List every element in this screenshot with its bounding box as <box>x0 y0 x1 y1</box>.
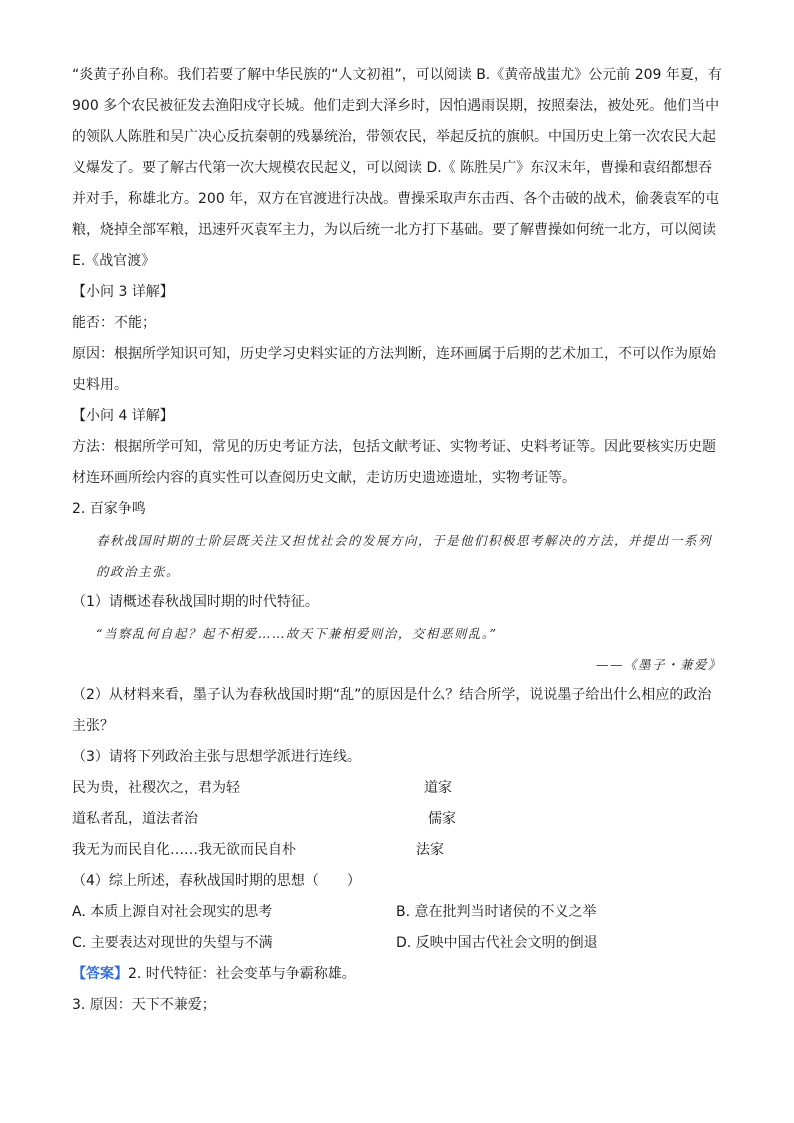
mozi-quote: “当察乱何自起？起不相爱……故天下兼相爱则治，交相恶则乱。” <box>96 626 498 641</box>
option-a: A. 本质上源自对社会现实的思考 <box>72 904 273 920</box>
sub-question-2: （2）从材料来看，墨子认为春秋战国时期“乱”的原因是什么？结合所学，说说墨子给出什么相应的政治主张？ <box>72 687 712 734</box>
answer-text: 2. 时代特征：社会变革与争霸称雄。 <box>128 966 356 982</box>
match-row-3 <box>72 835 722 866</box>
match-left-1: 民为贵，社稷次之，君为轻 <box>72 780 240 796</box>
match-right-2: 儒家 <box>428 811 456 827</box>
answer-label: 【答案】 <box>72 966 128 982</box>
match-right-3: 法家 <box>416 842 444 858</box>
section2-title: 2. 百家争鸣 <box>72 501 146 517</box>
quote-source: ——《墨子・兼爱》 <box>595 657 722 672</box>
option-d: D. 反映中国古代社会文明的倒退 <box>396 935 598 951</box>
answer-3: 3. 原因：天下不兼爱； <box>72 997 216 1013</box>
sub-question-1: （1）请概述春秋战国时期的时代特征。 <box>72 594 319 610</box>
match-right-1: 道家 <box>424 780 452 796</box>
document-content <box>72 60 722 1021</box>
options-row-cd <box>72 928 722 959</box>
match-row-1 <box>72 773 722 804</box>
q4-header: 【小问 4 详解】 <box>72 408 174 424</box>
options-row-ab <box>72 897 722 928</box>
section2-intro: 春秋战国时期的士阶层既关注又担忧社会的发展方向，于是他们积极思考解决的方法，并提出一系列的政治主张。 <box>96 533 713 579</box>
q4-method: 方法：根据所学可知，常见的历史考证方法，包括文献考证、实物考证、史料考证等。因此要核实历史题材连环画所绘内容的真实性可以查阅历史文献，走访历史遗迹遗址，实物考证等。 <box>72 439 716 486</box>
q3-header: 【小问 3 详解】 <box>72 284 174 300</box>
match-left-3: 我无为而民自化……我无欲而民自朴 <box>72 842 296 858</box>
sub-question-4: （4）综上所述，春秋战国时期的思想（ ） <box>72 873 361 889</box>
match-left-2: 道私者乱，道法者治 <box>72 811 198 827</box>
match-row-2 <box>72 804 722 835</box>
paragraph-reading-answers: “炎黄子孙自称。我们若要了解中华民族的“人文初祖”，可以阅读 B.《黄帝战蚩尤》公元前 209 年夏，有 900 多个农民被征发去渔阳戍守长城。他们走到大泽乡时，因怕遇雨误期，按照秦法，被处死。他们当中的领队人陈胜和吴广决心反抗秦朝的残暴统治，带领农民，举起反抗的旗帜。中国历史上第一次农民大起义爆发了。要了解古代第一次大规模农民起义，可以阅读 D.《 陈胜吴广》东汉末年，曹操和袁绍都想吞并对手，称雄北方。200 年，双方在官渡进行决战。曹操采取声东击西、各个击破的战术，偷袭袁军的屯粮，烧掉全部军粮，迅速歼灭袁军主力，为以后统一北方打下基础。要了解曹操如何统一北方，可以阅读 E.《战官渡》 <box>72 67 722 269</box>
q3-can: 能否：不能； <box>72 315 156 331</box>
option-b: B. 意在批判当时诸侯的不义之举 <box>396 904 597 920</box>
sub-question-3: （3）请将下列政治主张与思想学派进行连线。 <box>72 749 361 765</box>
option-c: C. 主要表达对现世的失望与不满 <box>72 935 273 951</box>
answer-line <box>72 959 722 990</box>
q3-reason: 原因：根据所学知识可知，历史学习史料实证的方法判断，连环画属于后期的艺术加工，不可以作为原始史料用。 <box>72 346 716 393</box>
